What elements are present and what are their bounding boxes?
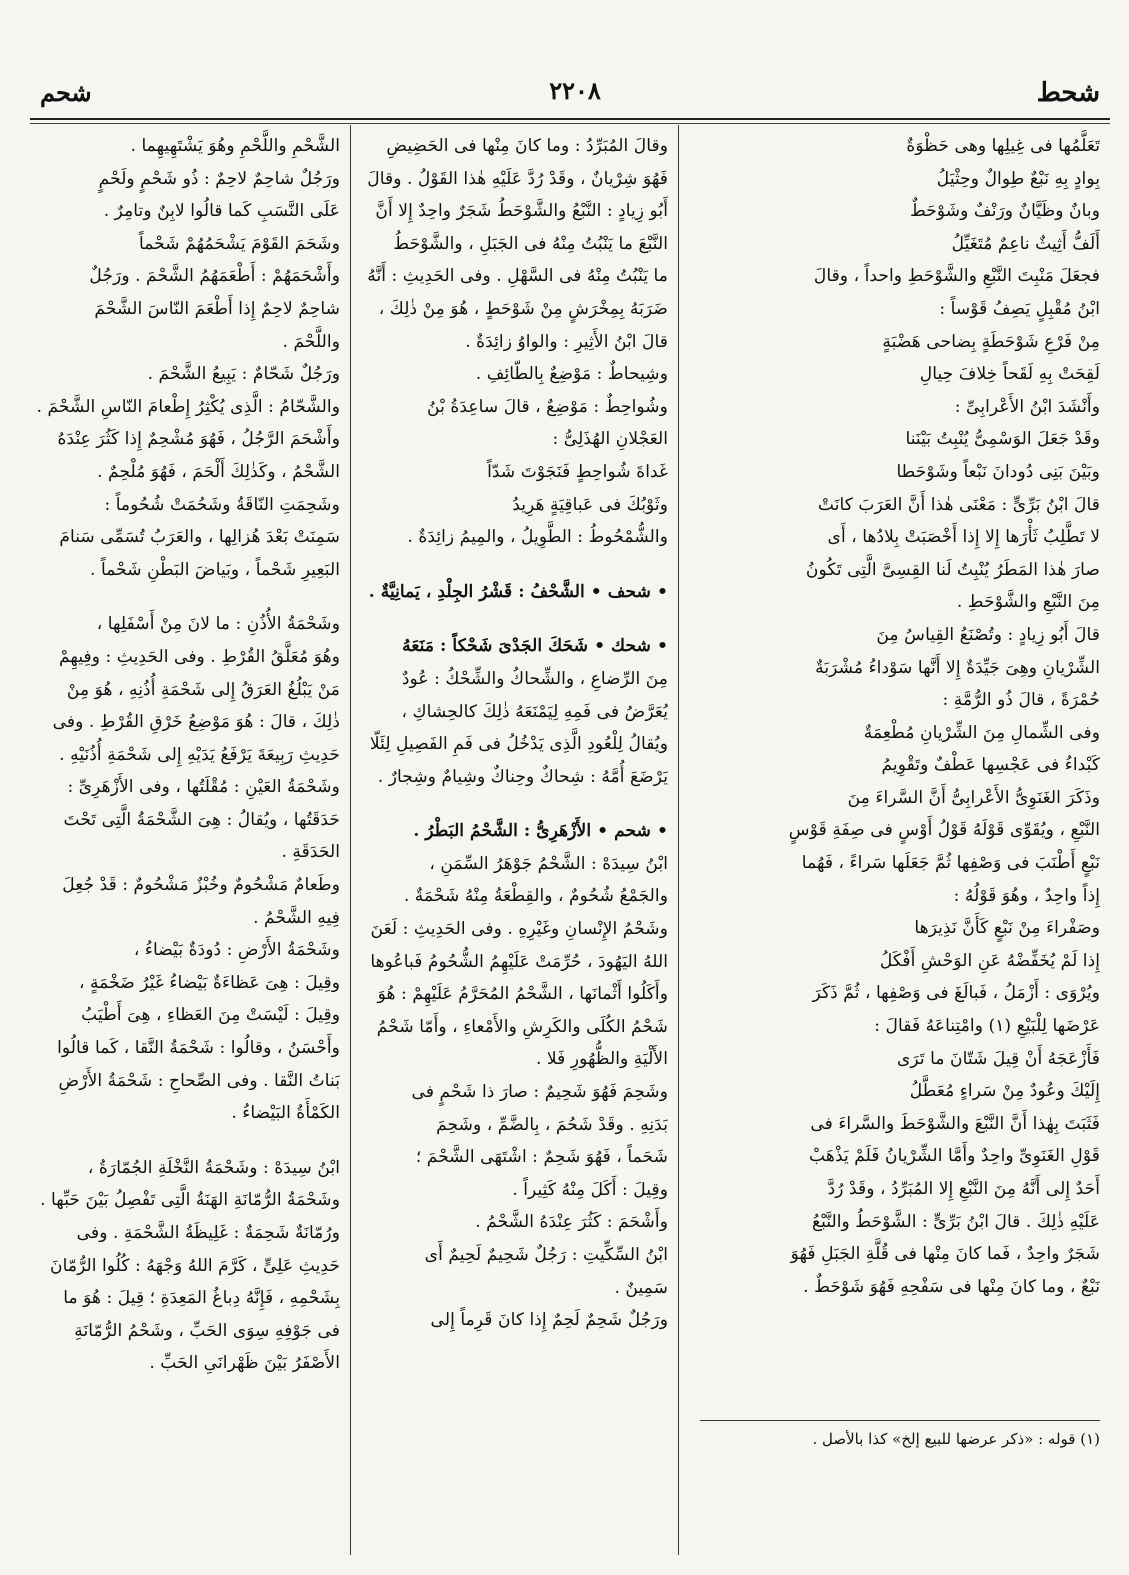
text-line: حُمْرَةً ، قالَ ذُو الرُّمَّةِ : bbox=[942, 690, 1100, 711]
text-line: وبانٌ وظَيَّانٌ ورَنْفٌ وشَوْحَطٌ bbox=[909, 201, 1100, 222]
text-line: وأَحْسَنُ ، وقالُوا : شَحْمَةُ النَّقا ، كَما قالُوا bbox=[57, 1038, 340, 1059]
text-line: عَلَيْهِ ذٰلِكَ . قالَ ابْنُ بَرِّىٍّ : الشَّوْحَطُ والنَّبْعُ bbox=[812, 1211, 1100, 1232]
text-line: • شحف • الشَّحْفُ : قَشْرُ الجِلْدِ ، يَمانِيَّةٌ . bbox=[368, 581, 668, 602]
text-line: وأَشْحَمَهُمْ : أَطْعَمَهُمُ الشَّحْمَ . ورَجُلٌ bbox=[89, 266, 340, 287]
text-line: النَّبْعَ ما يَنْبُتُ مِنْهُ فى الجَبَلِ ، والشَّوْحَطُ bbox=[393, 233, 668, 254]
text-line: ذٰلِكَ ، قالَ : هُوَ مَوْضِعُ خَرْقِ القُرْطِ . وفى bbox=[52, 712, 340, 733]
text-line: ورَجُلٌ شَحّامٌ : يَبِيعُ الشَّحْمَ . bbox=[147, 364, 340, 385]
text-line: بَدَنِهِ . وقَدْ شَحُمَ ، بِالضَّمِّ ، وشَحِمَ bbox=[436, 1114, 668, 1135]
text-line: نَبْعٌ ، وما كانَ مِنْها فى سَفْحِهِ فَهُوَ شَوْحَطٌ . bbox=[803, 1276, 1100, 1297]
text-line: وشَحِمَتِ النّاقَةُ وشَحُمَتْ شُحُوماً : bbox=[104, 494, 340, 515]
text-line: بِشَحْمِهِ ، فَإِنَّهُ دِباغُ المَعِدَةِ ؛ قِيلَ : هُوَ ما bbox=[63, 1288, 340, 1309]
text-line: بِوادٍ بِهِ نَبْعٌ طِوالٌ وحِثْيَلُ bbox=[936, 168, 1100, 189]
text-line: عَلَى النَّسَبِ كَما قالُوا لابِنٌ وتامِرٌ . bbox=[103, 201, 340, 222]
text-line: حَدَقَتُها ، ويُقالُ : هِىَ الشَّحْمَةُ الَّتِى تَحْتَ bbox=[63, 809, 340, 830]
text-line: ويُرْوَى : أَزْمَلُ ، فَبالَغَ فى وَصْفِها ، ثُمَّ ذَكَرَ bbox=[812, 983, 1100, 1004]
column-middle bbox=[362, 130, 668, 1550]
text-line: ورُمّانَةٌ شَحِمَةٌ : غَلِيظَةُ الشَّحْمَةِ . وفى bbox=[76, 1223, 340, 1243]
column-gap bbox=[362, 554, 668, 576]
text-line: وقالَ المُبَرِّدُ : وما كانَ مِنْها فى الحَضِيضِ bbox=[386, 136, 668, 156]
text-line: وشِيحاطٌ : مَوْضِعٌ بِالطّائِفِ . bbox=[475, 364, 668, 385]
column-gap bbox=[362, 608, 668, 630]
text-line: وأَشْحَمَ الرَّجُلُ ، فَهُوَ مُشْحِمٌ إِذا كَثُرَ عِنْدَهُ bbox=[57, 429, 340, 450]
text-line: وقِيلَ : لَيْسَتْ مِنَ العَظاءِ ، هِىَ أَطْيَبُ bbox=[81, 1005, 340, 1026]
text-line: وقِيلَ : هِىَ عَظاءَةٌ بَيْضاءُ غَيْرُ ضَخْمَةٍ ، bbox=[78, 972, 340, 993]
footnote-rule bbox=[700, 1420, 1100, 1421]
text-line: ورَجُلٌ شاحِمٌ لاحِمٌ : ذُو شَحْمٍ ولَحْمٍ bbox=[98, 168, 340, 189]
text-line: يُعَرَّضُ فى فَمِهِ لِيَمْنَعَهُ ذٰلِكَ كالحِشاكِ ، bbox=[401, 701, 668, 722]
text-line: مِنَ النَّبْعِ والشَّوْحَطِ . bbox=[956, 592, 1100, 613]
text-line: وقَدْ جَعَلَ الوَسْمِىُّ يُنْبِتُ بَيْنَنا bbox=[905, 429, 1100, 450]
text-line: قالَ أَبُو زِيادٍ : وتُصْنَعُ القِياسُ مِنَ bbox=[876, 624, 1100, 645]
text-line: الكَمْأَةُ البَيْضاءُ . bbox=[231, 1103, 340, 1124]
text-line: مِنَ الرِّضاعِ ، والشِّحاكُ والشِّحْكُ : عُودٌ bbox=[401, 668, 668, 689]
text-line: الحَدَقَةِ . bbox=[281, 842, 340, 863]
text-line: وهُوَ مُعَلَّقُ القُرْطِ . وفى الحَدِيثِ : وفِيهِمْ bbox=[58, 646, 340, 667]
text-line: فَأَزْعَجَهُ أَنْ قِيلَ شَتّانَ ما تَرَى bbox=[896, 1048, 1100, 1069]
footnote: (١) قوله : «ذكر عرضها للبيع إلخ» كذا بالأصل . bbox=[812, 1430, 1100, 1448]
text-line: • شحم • الأَزْهَرِىُّ : الشَّحْمُ البَطْرُ . bbox=[413, 821, 668, 842]
text-line: فجعَلَ مَنْبِتَ النَّبْعِ والشَّوْحَطِ واحداً ، وقالَ bbox=[813, 266, 1100, 287]
column-divider-left bbox=[350, 125, 351, 1555]
column-gap bbox=[32, 586, 340, 608]
text-line: صارَ هٰذا المَطَرُ يُنْبِتُ لَنا القِسِىَّ الَّتِى تَكُونُ bbox=[805, 559, 1100, 580]
text-line: وقِيلَ : أَكَلَ مِنْهُ كَثِيراً . bbox=[512, 1179, 668, 1200]
text-line: حَدِيثِ عَلِىٍّ ، كَرَّمَ اللهُ وَجْهَهُ : كُلُوا الرُّمّانَ bbox=[50, 1255, 340, 1276]
text-line: واللَّحْمَ . bbox=[282, 331, 340, 352]
text-line: إِذا لَمْ يُخَفِّضْهُ عَنِ الوَحْشِ أَفْكَلُ bbox=[879, 950, 1100, 971]
header-entry-right: شحط bbox=[1036, 78, 1100, 108]
text-line: وشَحَمَ القَوْمَ يَشْحَمُهُمْ شَحْماً bbox=[138, 233, 340, 254]
text-line: ما يَنْبُتُ مِنْهُ فى السَّهْلِ . وفى الحَدِيثِ : أَنَّهُ bbox=[367, 266, 668, 287]
text-line: النَّبْعِ ، ويُقَوِّى قَوْلَهُ قَوْلُ أَوْسٍ فى صِفَةِ قَوْسٍ bbox=[788, 820, 1100, 841]
text-line: وصَفْراءَ مِنْ نَبْعٍ كَأَنَّ نَذِيرَها bbox=[914, 918, 1100, 939]
text-line: ابْنُ سِيدَهْ : وشَحْمَةُ النَّخْلَةِ الجُمّارَةُ ، bbox=[87, 1157, 340, 1178]
text-line: والشُّمْحُوطُ : الطَّوِيلُ ، والمِيمُ زائِدَةٌ . bbox=[407, 527, 668, 548]
column-right bbox=[690, 130, 1100, 1550]
text-line: إِلَيْكَ وعُودٌ مِنْ سَراءٍ مُعَطَّلُ bbox=[909, 1081, 1100, 1102]
text-line: الأَلْيَةِ والظُّهُورِ فَلا . bbox=[535, 1049, 668, 1070]
text-line: مِنْ فَرْعِ شَوْحَطَةٍ بِضاحى هَضْبَةٍ bbox=[882, 331, 1100, 352]
text-line: وفى الشِّمالِ مِنَ الشِّرْيانِ مُطْعِمَةٌ bbox=[863, 722, 1100, 743]
column-left bbox=[32, 130, 340, 1550]
text-line: الشَّحْمُ ، وكَذٰلِكَ أَلْحَمَ ، فَهُوَ مُلْحِمٌ . bbox=[97, 461, 340, 482]
text-line: وشَحْمَةُ الأَرْضِ : دُودَةٌ بَيْضاءُ ، bbox=[133, 940, 340, 961]
text-line: قالَ ابْنُ بَرِّىٍّ : مَعْنَى هٰذا أَنَّ العَرَبَ كانَتْ bbox=[817, 494, 1100, 515]
column-gap bbox=[362, 793, 668, 815]
header-entry-left: شحم bbox=[40, 78, 92, 107]
text-line: وشَحْمَةُ الرُّمّانَةِ الهَنَةُ الَّتِى تَفْصِلُ بَيْنَ حَبِّها . bbox=[40, 1190, 340, 1211]
text-line: ورَجُلٌ شَحِمٌ لَحِمٌ إِذا كانَ قَرِماً إِلى bbox=[430, 1310, 668, 1331]
text-line: العَجْلانِ الهُذَلِىُّ : bbox=[552, 429, 668, 450]
text-line: بَناتُ النَّقا . وفى الصِّحاحِ : شَحْمَةُ الأَرْضِ bbox=[58, 1070, 340, 1091]
header-rule bbox=[30, 118, 1110, 120]
page-header bbox=[30, 70, 1100, 120]
text-line: وأَشْحَمَ : كَثُرَ عِنْدَهُ الشَّحْمُ . bbox=[475, 1212, 668, 1233]
text-line: أَحَدٌ إِلى أَنَّهُ مِنَ النَّبْعِ إِلا المُبَرِّدُ ، وقَدْ رُدَّ bbox=[827, 1179, 1100, 1199]
text-line: أَبُو زِيادٍ : النَّبْعُ والشَّوْحَطُ شَجَرٌ واحِدٌ إِلا أَنَّ bbox=[375, 201, 668, 222]
text-line: ويُقالُ لِلْعُودِ الَّذِى يَدْخُلُ فى فَمِ الفَصِيلِ لِئَلّا bbox=[369, 734, 668, 755]
text-line: وذَكَرَ الغَنَوِىُّ الأَعْرابِىُّ أَنَّ السَّراءَ مِنَ bbox=[847, 787, 1100, 808]
text-line: وطَعامٌ مَشْحُومٌ وخُبْزٌ مَشْحُومٌ : قَدْ جُعِلَ bbox=[62, 875, 340, 896]
text-line: قَوْلِ الغَنَوِىِّ واحِدٌ وأَمَّا الشِّرْيانُ فَلَمْ يَذْهَبْ bbox=[809, 1146, 1100, 1167]
text-line: سَمِنَتْ بَعْدَ هُزالِها ، والعَرَبُ تُسَمِّى سَنامَ bbox=[59, 527, 340, 548]
text-line: لا تَطَّلِبُ ثَأْرَها إِلا إِذا أَخْصَبَتْ بِلادُها ، أَى bbox=[827, 527, 1100, 548]
text-line: سَمِينٌ . bbox=[614, 1277, 668, 1298]
text-line: فى جَوْفِهِ سِوَى الحَبِّ ، وشَحْمُ الرُّمّانَةِ bbox=[74, 1320, 340, 1341]
text-line: اللهُ اليَهُودَ ، حُرِّمَتْ عَلَيْهِمُ الشُّحُومُ فَباعُوها bbox=[370, 951, 668, 972]
text-line: والشَّحّامُ : الَّذِى يُكْثِرُ إِطْعامَ النّاسِ الشَّحْمَ . bbox=[36, 396, 340, 417]
column-gap bbox=[32, 1130, 340, 1152]
text-line: شَجَرٌ واحِدٌ ، فَما كانَ مِنْها فى قُلَّةِ الجَبَلِ فَهُوَ bbox=[790, 1244, 1100, 1265]
text-line: وبَيْنَ بَنِى دُودانَ نَبْعاً وشَوْحَطا bbox=[896, 461, 1100, 482]
text-line: ضَرَبَهُ بِمِخْرَشٍ مِنْ شَوْحَطٍ ، هُوَ مِنْ ذٰلِكَ ، bbox=[378, 298, 668, 319]
text-line: الأَصْفَرُ بَيْنَ ظَهْرانَىِ الحَبِّ . bbox=[149, 1353, 340, 1374]
text-line: ابْنُ السِّكِّيتِ : رَجُلٌ شَحِيمٌ لَحِيمٌ أَى bbox=[424, 1245, 668, 1265]
header-rule-thin bbox=[30, 123, 1110, 124]
text-line: وأَنْشَدَ ابْنُ الأَعْرابِىِّ : bbox=[954, 396, 1100, 417]
text-line: وثَوْبُكَ فى عَباقِيَةٍ هَرِيدُ bbox=[512, 494, 668, 515]
text-line: نَبْعٍ أَطْنَبَ فى وَصْفِها ثُمَّ جَعَلَها سَراءً ، فَهُما bbox=[801, 853, 1100, 874]
text-line: • شحك • شَحَكَ الجَدْىَ شَحْكاً : مَنَعَهُ bbox=[402, 636, 668, 657]
text-line: الشَّحْمِ واللَّحْمِ وهُوَ يَشْتَهِيهِما . bbox=[130, 136, 340, 156]
text-line: وأَكَلُوا أَثْمانَها ، الشَّحْمُ المُحَرَّمُ عَلَيْهِمْ : هُوَ bbox=[377, 984, 668, 1005]
column-divider-right bbox=[678, 125, 679, 1555]
text-line: إِذاً واحِدٌ ، وهُوَ قَوْلُهُ : bbox=[953, 885, 1100, 906]
text-line: يَرْضَعَ أُمَّهُ : شِحاكٌ وحِناكٌ وشِيامٌ وشِجارٌ . bbox=[377, 766, 668, 787]
page-number: ٢٢٠٨ bbox=[549, 76, 601, 105]
text-line: شَحَماً ، فَهُوَ شَحِمٌ : اشْتَهَى الشَّحْمَ ؛ bbox=[415, 1147, 668, 1168]
text-line: شاحِمٌ لاحِمٌ إِذا أَطْعَمَ النّاسَ الشَّحْمَ bbox=[94, 298, 340, 319]
text-line: تَعَلَّمُها فى غِيلِها وهى حَظْوَةٌ bbox=[906, 136, 1100, 156]
text-line: البَعِيرِ شَحْماً ، وبَياضَ البَطْنِ شَحْماً . bbox=[90, 559, 340, 580]
text-line: وشَحْمَةُ الأُذُنِ : ما لانَ مِنْ أَسْفَلِها ، bbox=[96, 614, 340, 635]
text-line: الشِّرْيانِ وهِىَ جَيِّدَةٌ إِلا أَنَّها سَوْداءُ مُشْرَبَةٌ bbox=[815, 657, 1100, 678]
text-line: فَثَبَتَ بِهٰذا أَنَّ النَّبْعَ والشَّوْحَطَ والسَّراءَ فى bbox=[810, 1113, 1100, 1134]
text-line: ابْنُ سِيدَهْ : الشَّحْمُ جَوْهَرُ السِّمَنِ ، bbox=[429, 853, 668, 874]
text-line: وشُواحِطٌ : مَوْضِعٌ ، قالَ ساعِدَةُ بْنُ bbox=[427, 396, 668, 417]
text-line: عَرْضَها لِلْبَيْعِ (١) وامْتِناعَهُ فَقالَ : bbox=[874, 1016, 1100, 1037]
text-line: فِيهِ الشَّحْمُ . bbox=[253, 907, 340, 928]
text-line: شَحْمُ الكُلَى والكَرِشِ والأَمْعاءِ ، وأَمّا شَحْمُ bbox=[376, 1016, 668, 1037]
text-line: أَلَفُّ أَثِيثٌ ناعِمٌ مُتَغَيِّلُ bbox=[951, 233, 1100, 254]
text-line: والجَمْعُ شُحُومٌ ، والقِطْعَةُ مِنْهُ شَحْمَةٌ . bbox=[403, 886, 668, 907]
text-line: قالَ ابْنُ الأَثِيرِ : والواوُ زائِدَةٌ . bbox=[465, 331, 668, 352]
text-line: مَنْ يَبْلُغُ العَرَقُ إِلى شَحْمَةِ أُذُنِهِ ، هُوَ مِنْ bbox=[66, 679, 340, 700]
text-line: وشَحْمَةُ العَيْنِ : مُقْلَتُها ، وفى الأَزْهَرِىِّ : bbox=[67, 777, 340, 798]
text-line: لَقِحَتْ بِهِ لَقَحاً خِلافَ حِيالِ bbox=[919, 364, 1100, 385]
text-line: فَهُوَ شِرْيانٌ ، وقَدْ رُدَّ عَلَيْهِ هٰذا القَوْلُ . وقالَ bbox=[367, 168, 668, 189]
text-line: حَدِيثِ رَبِيعَةَ يَرْفَعُ يَدَيْهِ إِلى شَحْمَةِ أُذُنَيْهِ . bbox=[59, 744, 340, 765]
text-line: وشَحِمَ فَهُوَ شَحِيمٌ : صارَ ذا شَحْمٍ فى bbox=[411, 1082, 668, 1103]
text-line: ابْنُ مُقْبِلٍ يَصِفُ قَوْساً : bbox=[939, 298, 1100, 319]
text-line: وشَحْمُ الإِنْسانِ وغَيْرِهِ . وفى الحَدِيثِ : لَعَنَ bbox=[370, 919, 668, 940]
text-line: كَبْداءُ فى عَجْسِها عَطْفٌ وتَقْوِيمُ bbox=[881, 755, 1100, 776]
text-line: غَداةَ شُواحِطٍ فَنَجَوْتَ شَدّاً bbox=[487, 461, 668, 482]
